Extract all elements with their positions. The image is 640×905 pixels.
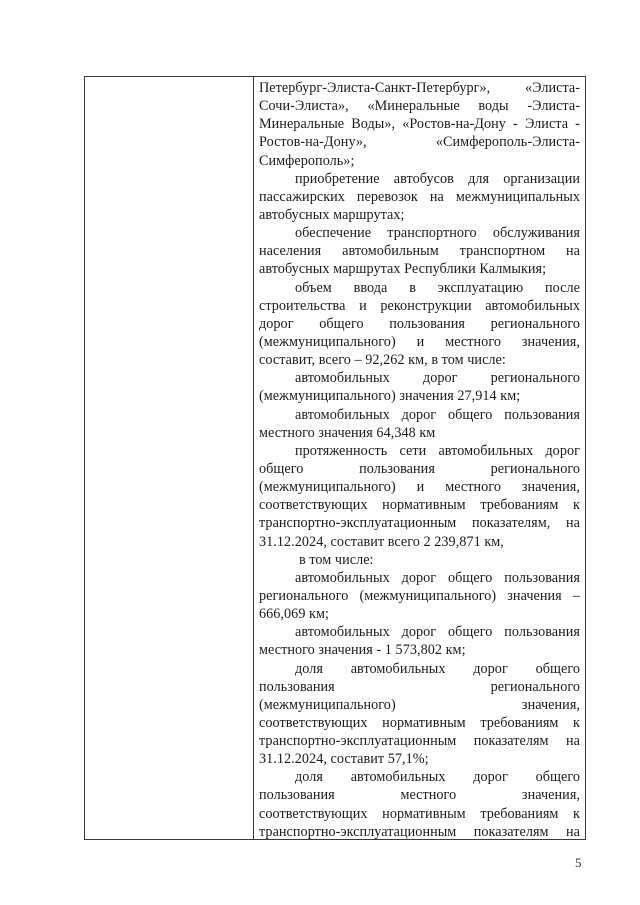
line-word: строительства: [259, 297, 346, 314]
text-line: [259, 623, 580, 641]
line-word: транспортно-эксплуатационным: [259, 515, 457, 532]
line-word: «Ростов-на-Дону: [402, 116, 506, 133]
text-line: [259, 641, 580, 659]
line-word: общего: [448, 624, 493, 641]
text-line: [259, 188, 580, 206]
text-line: [259, 206, 580, 224]
line-word: автомобильных: [438, 442, 534, 459]
text-line: [259, 297, 580, 315]
line-word: пользования: [504, 624, 580, 641]
line-word: 666,069 км;: [259, 606, 330, 623]
text-line: [259, 152, 580, 170]
line-word: показателям: [473, 733, 549, 750]
line-word: (межмуниципального): [359, 587, 497, 604]
line-word: для: [468, 170, 490, 187]
line-word: регионального: [490, 678, 580, 695]
text-line: [259, 696, 580, 714]
line-word: на: [565, 733, 580, 750]
line-word: и: [416, 479, 425, 496]
text-line: [259, 587, 580, 605]
text-line: [259, 805, 580, 823]
text-line: [259, 514, 580, 532]
line-word: автомобильных: [295, 569, 390, 586]
line-word: нормативным: [382, 497, 466, 514]
line-word: регионального: [490, 370, 580, 387]
line-word: дорог: [473, 769, 508, 786]
line-word: сети: [399, 442, 427, 459]
line-word: показателям: [473, 823, 549, 839]
line-word: соответствующих: [259, 497, 368, 514]
line-word: доля: [295, 769, 323, 786]
line-word: доля: [295, 660, 323, 677]
text-line: [259, 97, 580, 115]
text-line: [259, 406, 580, 424]
page-number: 5: [575, 855, 582, 870]
line-word: межмуниципальных: [455, 188, 580, 205]
line-word: в: [409, 279, 416, 296]
line-word: автобусных маршрутах;: [259, 206, 405, 223]
line-word: протяженность: [295, 442, 388, 459]
column-divider: [253, 77, 254, 839]
text-line: [259, 351, 580, 369]
line-word: пользования: [259, 678, 335, 695]
text-line: [259, 442, 580, 460]
line-word: (межмуниципального) значения 27,914 км;: [259, 388, 521, 405]
text-line: [259, 678, 580, 696]
line-word: местного значения 64,348 км: [259, 424, 436, 441]
text-line: [259, 732, 580, 750]
line-word: значения,: [521, 696, 580, 713]
line-word: требованиям: [480, 805, 559, 822]
text-line: [259, 551, 580, 569]
line-word: общего: [259, 460, 304, 477]
text-line: [259, 714, 580, 732]
line-word: 31.12.2024, составит 57,1%;: [259, 751, 429, 768]
line-word: местного значения - 1 573,802 км;: [259, 642, 466, 659]
line-word: и: [416, 333, 425, 350]
line-word: на: [429, 188, 444, 205]
line-word: автомобильных: [295, 370, 390, 387]
line-word: обслуживания: [492, 225, 580, 242]
line-word: местного: [400, 787, 457, 804]
line-word: соответствующих: [259, 805, 368, 822]
line-word: автомобильных: [295, 406, 390, 423]
line-word: требованиям: [480, 497, 559, 514]
text-line: [259, 115, 580, 133]
line-word: Петербург-Элиста-Санкт-Петербург»,: [259, 80, 491, 96]
line-word: 31.12.2024, составит всего 2 239,871 км,: [259, 533, 504, 550]
line-word: на: [566, 515, 580, 532]
text-line: [259, 768, 580, 786]
line-word: перевозок: [356, 188, 418, 205]
text-line: [259, 496, 580, 514]
line-word: организации: [503, 170, 580, 187]
line-word: транспортно-эксплуатационным: [259, 823, 457, 839]
line-word: -: [575, 116, 580, 133]
line-word: пользования: [504, 406, 580, 423]
line-word: местного: [445, 479, 501, 496]
line-word: автобусных маршрутах Республики Калмыкия;: [259, 261, 547, 278]
line-word: –: [572, 587, 580, 604]
line-word: -: [513, 116, 518, 133]
line-word: пользования: [504, 569, 580, 586]
line-word: дорог: [401, 624, 437, 641]
line-word: автомобильным: [342, 243, 439, 260]
line-word: (межмуниципального): [259, 696, 396, 713]
line-word: регионального: [490, 460, 580, 477]
line-word: на: [565, 823, 580, 839]
text-line: [259, 242, 580, 260]
text-line: [259, 460, 580, 478]
line-word: и: [359, 297, 367, 314]
line-word: регионального: [490, 315, 580, 332]
line-word: после: [545, 279, 580, 296]
text-line: [259, 387, 580, 405]
line-word: местного: [445, 333, 501, 350]
line-word: приобретение: [295, 170, 380, 187]
line-word: «Минеральные: [367, 98, 460, 115]
text-cell: [259, 79, 580, 839]
line-word: дорог: [473, 660, 508, 677]
line-word: пользования: [259, 787, 335, 804]
line-word: автобусов: [393, 170, 454, 187]
line-word: значения,: [521, 333, 580, 350]
line-word: к: [573, 805, 580, 822]
line-word: в том числе:: [299, 551, 374, 568]
text-line: [259, 750, 580, 768]
line-word: дорог: [401, 406, 437, 423]
text-line: [259, 569, 580, 587]
line-word: регионального: [259, 587, 349, 604]
line-word: Ростов-на-Дону»,: [259, 134, 367, 151]
line-word: «Элиста-: [524, 80, 580, 96]
line-word: на: [566, 243, 580, 260]
line-word: показателям,: [471, 515, 551, 532]
line-word: транспортном: [459, 243, 546, 260]
line-word: требованиям: [480, 714, 559, 731]
line-word: реконструкции: [380, 297, 472, 314]
text-line: [259, 260, 580, 278]
text-line: [259, 315, 580, 333]
line-word: (межмуниципального): [259, 479, 396, 496]
line-word: общего: [319, 315, 364, 332]
text-line: [259, 333, 580, 351]
line-word: «Симферополь-Элиста-: [435, 134, 580, 151]
text-line: [259, 224, 580, 242]
line-word: автомобильных: [485, 297, 580, 314]
line-word: нормативным: [382, 805, 466, 822]
line-word: общего: [448, 569, 493, 586]
line-word: составит, всего – 92,262 км, в том числе:: [259, 352, 506, 369]
line-word: дорог: [422, 370, 458, 387]
line-word: Минеральные: [259, 116, 345, 133]
line-word: дорог: [259, 315, 294, 332]
line-word: автомобильных: [295, 624, 390, 641]
line-word: автомобильных: [350, 660, 446, 677]
line-word: Элиста: [524, 116, 569, 133]
line-word: ввода: [353, 279, 388, 296]
line-word: общего: [535, 769, 580, 786]
text-line: [259, 823, 580, 839]
line-word: объем: [295, 279, 332, 296]
text-line: [259, 424, 580, 442]
text-line: [259, 369, 580, 387]
line-word: значения,: [521, 787, 580, 804]
line-word: (межмуниципального): [259, 333, 396, 350]
line-word: Воды»,: [351, 116, 396, 133]
line-word: пользования: [359, 460, 435, 477]
line-word: пользования: [389, 315, 465, 332]
text-line: [259, 660, 580, 678]
text-line: [259, 533, 580, 551]
line-word: общего: [448, 406, 493, 423]
text-line: [259, 170, 580, 188]
text-line: [259, 133, 580, 151]
line-word: пассажирских: [259, 188, 345, 205]
line-word: дорог: [401, 569, 437, 586]
line-word: Сочи-Элиста»,: [259, 98, 349, 115]
line-word: обеспечение: [295, 225, 372, 242]
content-table: [84, 76, 586, 840]
text-line: [259, 279, 580, 297]
line-word: эксплуатацию: [437, 279, 524, 296]
line-word: к: [573, 714, 580, 731]
line-word: воды: [478, 98, 509, 115]
text-line: [259, 79, 580, 97]
line-word: транспортно-эксплуатационным: [259, 733, 457, 750]
line-word: -Элиста-: [527, 98, 580, 115]
line-word: транспортного: [387, 225, 477, 242]
line-word: нормативным: [382, 714, 466, 731]
line-word: значения,: [521, 479, 580, 496]
line-word: соответствующих: [259, 714, 368, 731]
line-word: населения: [259, 243, 322, 260]
text-line: [259, 786, 580, 804]
text-line: [259, 605, 580, 623]
line-word: общего: [535, 660, 580, 677]
line-word: к: [573, 497, 580, 514]
line-word: Симферополь»;: [259, 152, 355, 169]
line-word: дорог: [545, 442, 580, 459]
line-word: значения: [507, 587, 562, 604]
line-word: автомобильных: [350, 769, 446, 786]
text-line: [259, 478, 580, 496]
